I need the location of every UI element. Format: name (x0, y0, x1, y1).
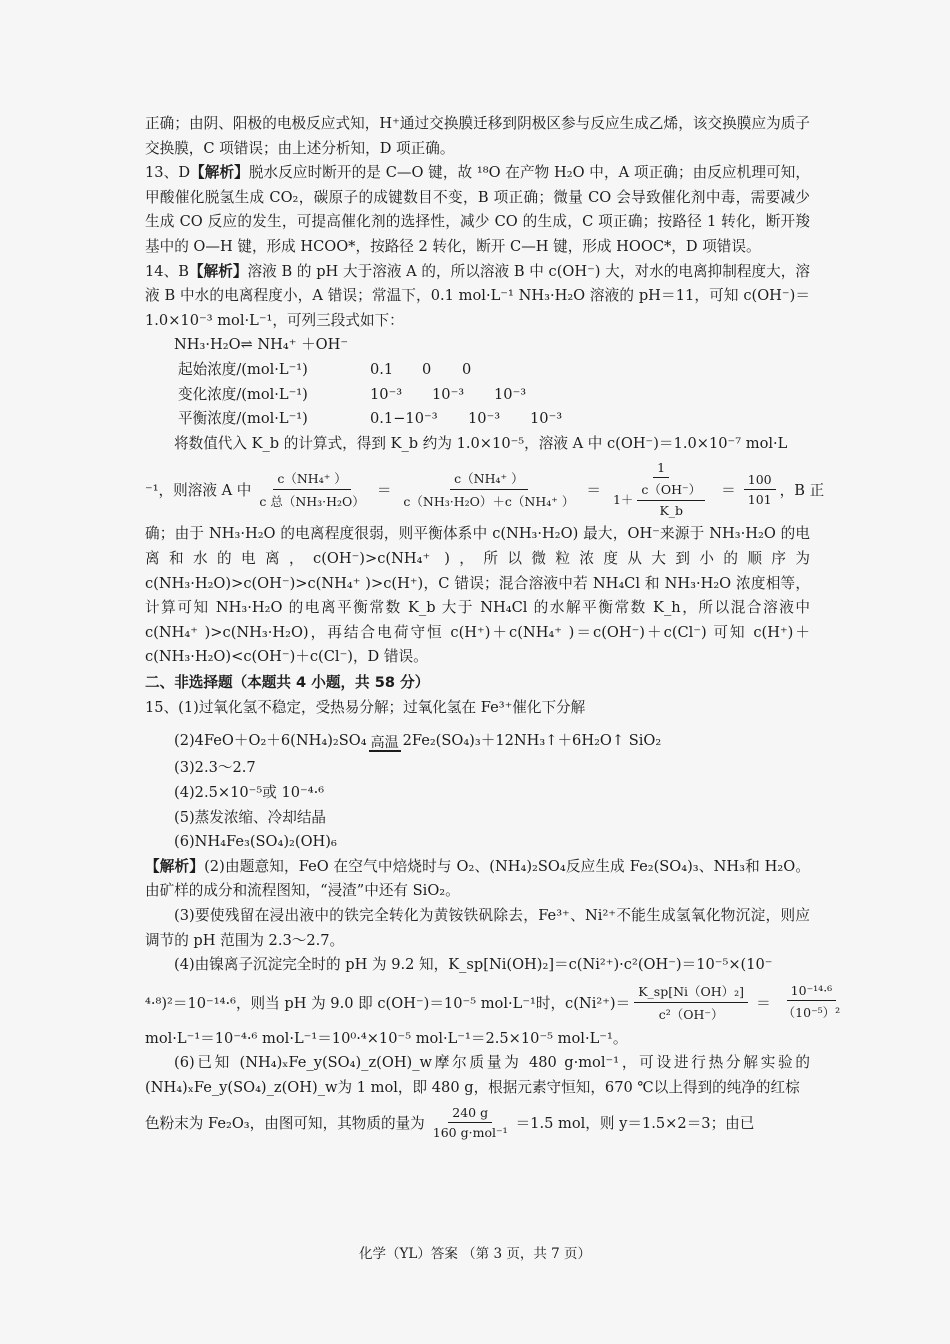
fraction (634, 982, 748, 1023)
row-value: 10⁻³ (468, 410, 501, 428)
three-stage-table (145, 358, 810, 432)
analysis-tag: 【解析】 (145, 857, 205, 875)
analysis-q15-4-result: mol·L⁻¹＝10⁻⁴·⁶ mol·L⁻¹＝10⁰·⁴×10⁻⁵ mol·L⁻¹＝2.5×10⁻⁵ mol·L⁻¹。 (145, 1029, 628, 1047)
row-value: 10⁻³ (530, 410, 563, 428)
ratio-prefix: ⁻¹，则溶液 A 中 (145, 481, 252, 499)
equals-sign: ＝ (721, 481, 736, 499)
equation-prefix: ⁴·⁸)²＝10⁻¹⁴·⁶，则当 pH 为 9.0 即 c(OH⁻)＝10⁻⁵ mol·L⁻¹时，c(Ni²⁺)＝ (145, 994, 631, 1012)
analysis-q15-6: (6)已知 (NH₄)ₓFe_y(SO₄)_z(OH)_w摩尔质量为 480 g·mol⁻¹，可设进行热分解实验的 (NH₄)ₓFe_y(SO₄)_z(OH)_w为 1 mol，即 480 g，根据元素守恒知，670 ℃以上得到的纯净的红棕 (145, 1054, 810, 1096)
analysis-q15-2 (145, 855, 810, 904)
q13-analysis-tag: 【解析】 (190, 164, 249, 182)
denominator-prefix: 1＋ (612, 492, 634, 508)
table-row (145, 383, 810, 408)
row-value: 0.1 (370, 360, 394, 378)
q14-analysis-tag: 【解析】 (188, 262, 248, 280)
answer-q15-5: (5)蒸发浓缩、冷却结晶 (174, 808, 327, 826)
answer-q15-2 (145, 720, 810, 756)
analysis-text: (2)由题意知，FeO 在空气中焙烧时与 O₂、(NH₄)₂SO₄反应生成 Fe₂(SO₄)₃、NH₃和 H₂O。由矿样的成分和流程图知，“浸渣”中还有 SiO₂。 (145, 857, 810, 900)
row-value: 10⁻³ (494, 385, 527, 403)
paragraph-q12-end: 正确；由阴、阳极的电极反应式知，H⁺通过交换膜迁移到阴极区参与反应生成乙烯，该交换膜应为质子交换膜，C 项错误；由上述分析知，D 项正确。 (145, 115, 810, 157)
row-value: 0.1−10⁻³ (370, 410, 438, 428)
fraction-denominator: 160 g·mol⁻¹ (432, 1124, 508, 1140)
q13-text: 脱水反应时断开的是 C—O 键，故 ¹⁸O 在产物 H₂O 中，A 项正确；由反应机理可知，甲酸催化脱氢生成 CO₂，碳原子的成键数目不变，B 项正确；微量 CO 会导致催化剂中毒，需要减少生成 CO 反应的发生，可提高催化剂的选择性，减少 CO 的生成，C 项正确；按路径 1 转化，断开羧基中的 O—H 键，形成 HCOO*，按路径 2 转化，断开 C—H 键，形成 HOOC*，D 项错误。 (145, 164, 810, 255)
equals-sign: ＝ (376, 481, 392, 499)
page-footer: 化学（YL）答案 （第 3 页，共 7 页） (358, 1246, 591, 1262)
fraction-numerator: 240 g (448, 1105, 492, 1123)
fraction (429, 1105, 512, 1140)
fraction-numerator: 1 (653, 460, 669, 478)
ni-concentration-equation (145, 982, 841, 1023)
fraction-numerator: c（NH₄⁺ ） (273, 469, 350, 490)
answer-q15-4: (4)2.5×10⁻⁵或 10⁻⁴·⁶ (174, 784, 325, 802)
q14-number: 14、B (145, 262, 189, 280)
section-heading: 二、非选择题（本题共 4 小题，共 58 分） (145, 673, 430, 691)
fraction-denominator (609, 478, 713, 518)
row-label: 变化浓度/(mol·L⁻¹) (178, 385, 308, 403)
answer-q15-1: 15、(1)过氧化氢不稳定，受热易分解；过氧化氢在 Fe³⁺催化下分解 (145, 698, 586, 716)
ratio-suffix: ，B 正 (779, 481, 825, 499)
row-value: 0 (462, 360, 472, 378)
fraction (255, 469, 368, 510)
molar-amount-equation (145, 1105, 810, 1140)
fraction-denominator: c²（OH⁻） (658, 1006, 724, 1022)
equation-left: (2)4FeO＋O₂＋6(NH₄)₂SO₄ (174, 732, 367, 750)
condition-label: 高温 (370, 735, 399, 752)
nested-fraction (637, 480, 705, 518)
fraction-numerator: 100 (744, 472, 776, 490)
answer-q14 (145, 260, 810, 334)
kb-line: 将数值代入 K_b 的计算式，得到 K_b 约为 1.0×10⁻⁵，溶液 A 中 c(OH⁻)＝1.0×10⁻⁷ mol·L (174, 434, 788, 452)
answer-q13 (145, 161, 810, 259)
equation-right: 2Fe₂(SO₄)₃＋12NH₃↑＋6H₂O↑ SiO₂ (402, 732, 662, 750)
fraction-numerator: c（NH₄⁺ ） (450, 469, 527, 490)
fraction-denominator: K_b (659, 503, 684, 519)
equals-sign: ＝ (586, 481, 601, 499)
fraction-numerator: K_sp[Ni（OH）₂] (634, 982, 748, 1003)
row-value: 0 (422, 360, 432, 378)
answer-q15-3: (3)2.3～2.7 (174, 759, 256, 777)
equation-suffix: ＝1.5 mol，则 y＝1.5×2＝3；由已 (515, 1114, 755, 1132)
equals-sign: ＝ (756, 994, 771, 1012)
table-row (145, 358, 810, 383)
row-value: 10⁻³ (370, 385, 403, 403)
fraction-numerator: c（OH⁻） (637, 480, 705, 501)
answer-page-content (145, 112, 841, 1144)
q13-number: 13、D (145, 164, 191, 182)
ratio-equation (145, 460, 825, 519)
row-label: 平衡浓度/(mol·L⁻¹) (178, 410, 308, 428)
paragraph-q14-conclusion: 确；由于 NH₃·H₂O 的电离程度很弱，则平衡体系中 c(NH₃·H₂O) 最大，OH⁻来源于 NH₃·H₂O 的电离和水的电离，c(OH⁻)>c(NH₄⁺ )，所以微粒浓度从大到小的顺序为 c(NH₃·H₂O)>c(OH⁻)>c(NH₄⁺ )>c(H⁺)，C 错误；混合溶液中若 NH₄Cl 和 NH₃·H₂O 浓度相等，计算可知 NH₃·H₂O 的电离平衡常数 K_b 大于 NH₄Cl 的水解平衡常数 K_h，所以混合溶液中 c(NH₄⁺ )>c(NH₃·H₂O)，再结合电荷守恒 c(H⁺)＋c(NH₄⁺ )＝c(OH⁻)＋c(Cl⁻) 可知 c(H⁺)＋c(NH₃·H₂O)<c(OH⁻)＋c(Cl⁻)，D 错误。 (145, 525, 810, 666)
fraction (779, 983, 845, 1021)
fraction (744, 472, 776, 507)
answer-q15-6: (6)NH₄Fe₃(SO₄)₂(OH)₆ (174, 833, 337, 851)
row-label: 起始浓度/(mol·L⁻¹) (178, 360, 308, 378)
reaction-condition (369, 736, 401, 756)
fraction (399, 469, 578, 510)
fraction-numerator: 10⁻¹⁴·⁶ (787, 983, 837, 1001)
analysis-q15-4: (4)由镍离子沉淀完全时的 pH 为 9.2 知，K_sp[Ni(OH)₂]＝c(Ni²⁺)·c²(OH⁻)＝10⁻⁵×(10⁻ (174, 956, 773, 974)
fraction-denominator: 101 (747, 491, 772, 507)
equation-prefix: 色粉末为 Fe₂O₃，由图可知，其物质的量为 (145, 1114, 425, 1132)
fraction (609, 460, 713, 518)
table-row (145, 407, 810, 432)
q14-text: 溶液 B 的 pH 大于溶液 A 的，所以溶液 B 中 c(OH⁻) 大，对水的电离抑制程度大，溶液 B 中水的电离程度小，A 错误；常温下，0.1 mol·L⁻¹ NH₃·H₂O 溶液的 pH＝11，可知 c(OH⁻)＝1.0×10⁻³ mol·L⁻¹，可列三段式如下： (145, 262, 810, 329)
fraction-denominator: c 总（NH₃·H₂O） (259, 493, 365, 509)
ionization-equation: NH₃·H₂O⇌ NH₄⁺ ＋OH⁻ (174, 336, 349, 354)
fraction-denominator: c（NH₃·H₂O）＋c（NH₄⁺ ） (403, 493, 575, 509)
fraction-denominator: （10⁻⁵）² (782, 1005, 841, 1021)
row-value: 10⁻³ (432, 385, 465, 403)
analysis-q15-3: (3)要使残留在浸出液中的铁完全转化为黄铵铁矾除去，Fe³⁺、Ni²⁺不能生成氢氧化物沉淀，则应调节的 pH 范围为 2.3～2.7。 (145, 907, 810, 949)
